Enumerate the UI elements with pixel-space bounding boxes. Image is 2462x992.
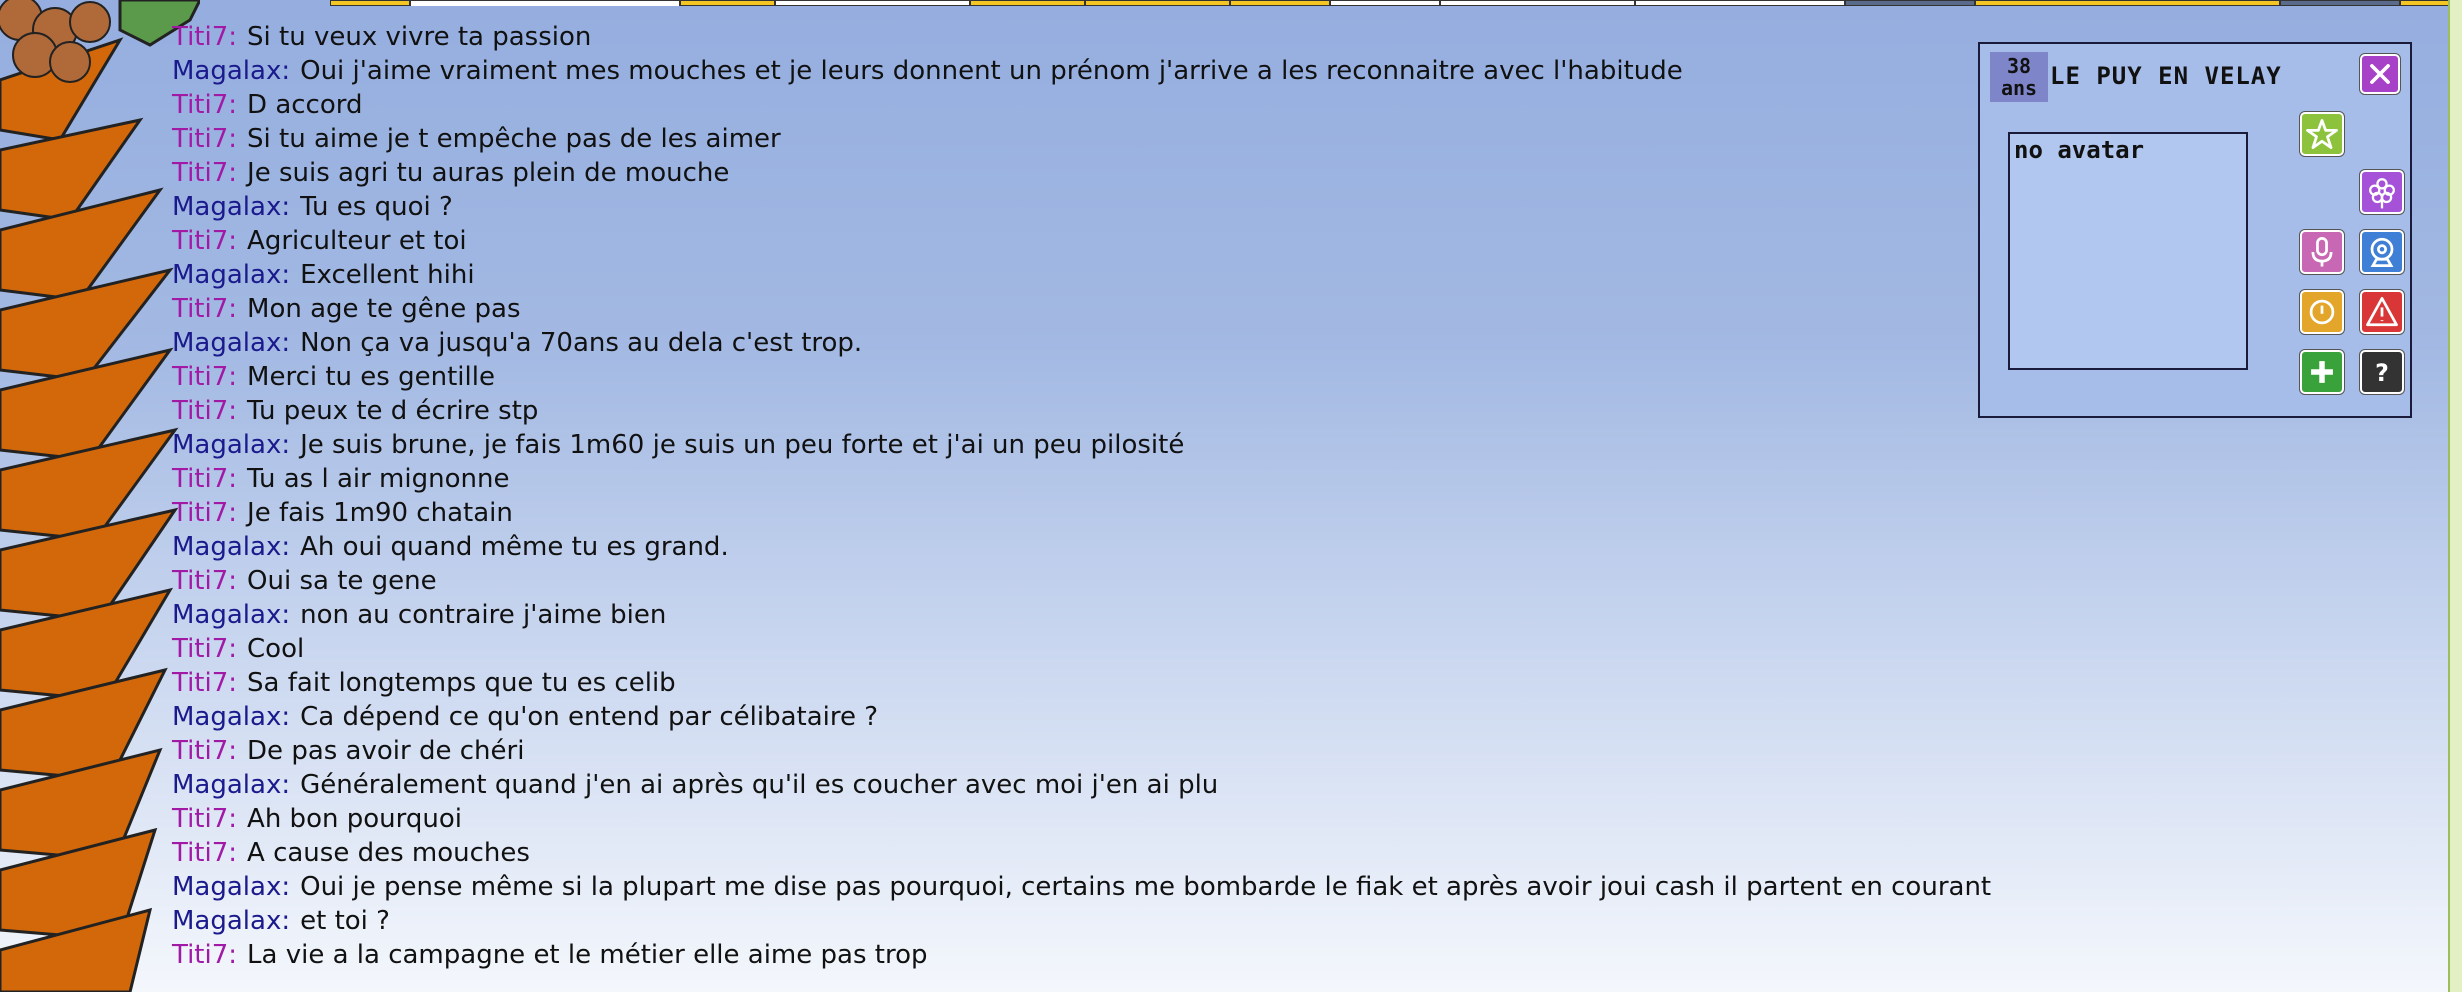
message-nickname[interactable]: Titi7: [172,294,238,324]
message-nickname[interactable]: Titi7: [172,396,238,426]
message-text: Excellent hihi [300,260,475,290]
city-label: LE PUY EN VELAY [2050,62,2282,90]
chat-message [172,802,1972,836]
message-nickname[interactable]: Titi7: [172,804,238,834]
message-text: Si tu aime je t empêche pas de les aimer [247,124,781,154]
message-text: Sa fait longtemps que tu es celib [247,668,676,698]
message-nickname[interactable]: Titi7: [172,838,238,868]
message-text: non au contraire j'aime bien [300,600,667,630]
chat-message [172,292,1972,326]
chat-message [172,360,1972,394]
close-button[interactable] [2360,54,2400,94]
message-nickname[interactable]: Titi7: [172,464,238,494]
message-nickname[interactable]: Magalax: [172,328,291,358]
tab-strip [0,0,2462,6]
close-icon [2362,56,2398,92]
chat-message [172,258,1972,292]
voice-call-button[interactable] [2300,230,2344,274]
message-text: Tu as l air mignonne [247,464,510,494]
chat-message [172,20,1972,54]
message-nickname[interactable]: Magalax: [172,532,291,562]
chat-log [172,20,1992,972]
help-button[interactable] [2360,350,2404,394]
message-nickname[interactable]: Magalax: [172,600,291,630]
message-nickname[interactable]: Titi7: [172,362,238,392]
chat-message [172,326,1972,360]
report-button[interactable] [2360,290,2404,334]
profile-panel [1978,42,2412,418]
right-edge-decoration [2448,0,2462,992]
message-text: Agriculteur et toi [247,226,467,256]
plus-icon [2302,352,2342,392]
message-text: Je suis brune, je fais 1m60 je suis un peu forte et j'ai un peu pilosité [300,430,1185,460]
message-text: Si tu veux vivre ta passion [247,22,592,52]
message-nickname[interactable]: Magalax: [172,906,291,936]
webcam-button[interactable] [2360,230,2404,274]
chat-message [172,224,1972,258]
message-nickname[interactable]: Titi7: [172,124,238,154]
svg-text:?: ? [2375,359,2389,388]
flower-icon [2362,172,2402,212]
message-nickname[interactable]: Titi7: [172,940,238,970]
chat-message [172,632,1972,666]
message-nickname[interactable]: Titi7: [172,22,238,52]
chat-message [172,496,1972,530]
message-text: D accord [247,90,363,120]
age-badge [1990,52,2048,102]
chat-message [172,938,1972,972]
message-text: Mon age te gêne pas [247,294,521,324]
message-text: La vie a la campagne et le métier elle aime pas trop [247,940,928,970]
message-nickname[interactable]: Titi7: [172,158,238,188]
chat-message [172,462,1972,496]
message-text: Tu es quoi ? [300,192,453,222]
chat-message [172,122,1972,156]
power-icon [2302,292,2342,332]
message-nickname[interactable]: Titi7: [172,634,238,664]
message-nickname[interactable]: Magalax: [172,872,291,902]
help-icon [2362,352,2402,392]
chat-message [172,904,1972,938]
message-text: Oui j'aime vraiment mes mouches et je leurs donnent un prénom j'arrive a les reconnaitre avec l'habitude [300,56,1683,86]
alert-icon [2362,292,2402,332]
age-unit: ans [2000,76,2038,100]
microphone-icon [2302,232,2342,272]
ignore-button[interactable] [2300,290,2344,334]
message-nickname[interactable]: Magalax: [172,770,291,800]
message-text: Je fais 1m90 chatain [247,498,513,528]
chat-message [172,428,1972,462]
chat-message [172,836,1972,870]
chat-message [172,156,1972,190]
chat-message [172,394,1972,428]
message-nickname[interactable]: Titi7: [172,90,238,120]
decorative-tree-art [0,0,200,992]
message-text: Oui je pense même si la plupart me dise pas pourquoi, certains me bombarde le fiak et après avoir joui cash il partent en courant [300,872,1992,902]
chat-message [172,88,1972,122]
message-nickname[interactable]: Titi7: [172,668,238,698]
avatar-placeholder-text: no avatar [2014,136,2145,164]
avatar [2008,132,2248,370]
favorite-button[interactable] [2300,112,2344,156]
webcam-icon [2362,232,2402,272]
message-nickname[interactable]: Magalax: [172,260,291,290]
message-text: Oui sa te gene [247,566,437,596]
message-text: Je suis agri tu auras plein de mouche [247,158,730,188]
message-text: Cool [247,634,305,664]
add-friend-button[interactable] [2300,350,2344,394]
star-icon [2302,114,2342,154]
message-nickname[interactable]: Titi7: [172,498,238,528]
message-text: et toi ? [300,906,390,936]
message-nickname[interactable]: Magalax: [172,56,291,86]
message-nickname[interactable]: Magalax: [172,192,291,222]
chat-message [172,734,1972,768]
chat-message [172,54,1972,88]
message-text: Ca dépend ce qu'on entend par célibataire ? [300,702,879,732]
message-text: A cause des mouches [247,838,530,868]
message-text: Ah oui quand même tu es grand. [300,532,729,562]
chat-message [172,700,1972,734]
message-nickname[interactable]: Magalax: [172,430,291,460]
message-text: Tu peux te d écrire stp [247,396,539,426]
send-flower-button[interactable] [2360,170,2404,214]
age-value: 38 [2006,54,2032,78]
message-text: De pas avoir de chéri [247,736,525,766]
message-text: Généralement quand j'en ai après qu'il es coucher avec moi j'en ai plu [300,770,1219,800]
chat-message [172,666,1972,700]
message-nickname[interactable]: Titi7: [172,226,238,256]
message-nickname[interactable]: Magalax: [172,702,291,732]
chat-message [172,768,1972,802]
message-text: Merci tu es gentille [247,362,495,392]
message-nickname[interactable]: Titi7: [172,566,238,596]
message-text: Ah bon pourquoi [247,804,462,834]
message-nickname[interactable]: Titi7: [172,736,238,766]
chat-message [172,598,1972,632]
message-text: Non ça va jusqu'a 70ans au dela c'est trop. [300,328,863,358]
chat-message [172,870,1992,904]
chat-message [172,564,1972,598]
chat-message [172,190,1972,224]
chat-message [172,530,1972,564]
